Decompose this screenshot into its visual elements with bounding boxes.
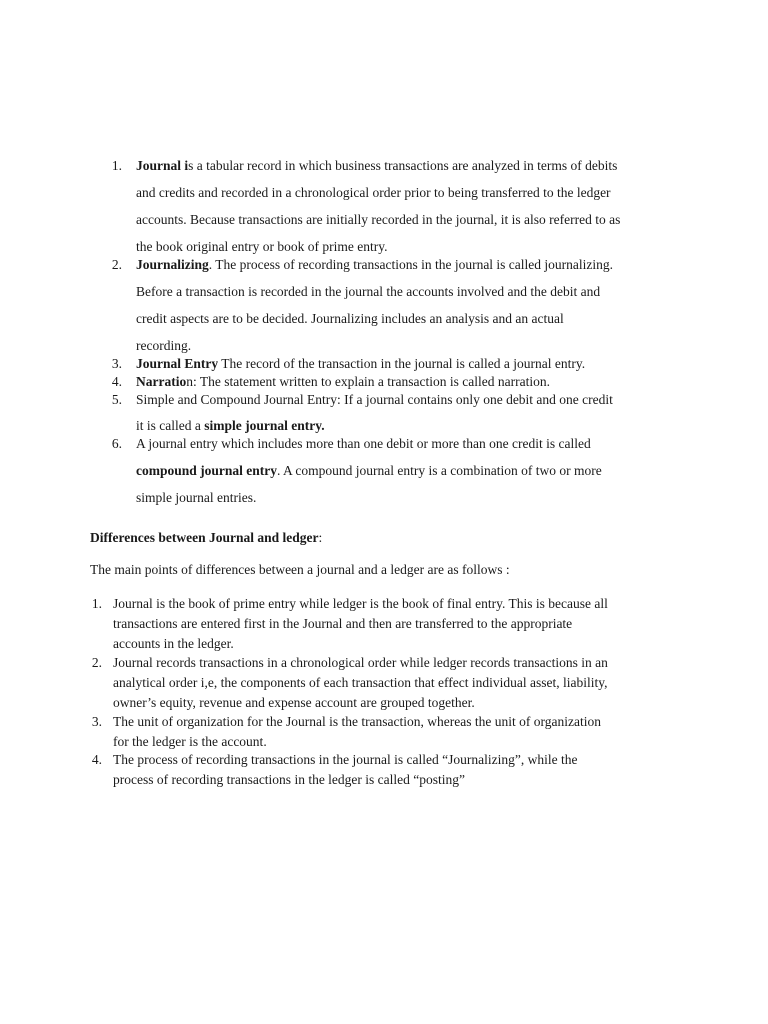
- list-text-line: The process of recording transactions in the journal is called “Journalizing”, while the: [113, 752, 578, 767]
- list-text-line: accounts. Because transactions are initially recorded in the journal, it is also referred to as: [136, 212, 621, 227]
- list-text-line: credit aspects are to be decided. Journalizing includes an analysis and an actual: [136, 311, 564, 326]
- list-number: 2.: [91, 655, 102, 670]
- list-number: 3.: [111, 356, 122, 371]
- list-number: 1.: [111, 158, 122, 173]
- list-text-line: Journalizing. The process of recording transactions in the journal is called journalizing.: [136, 257, 614, 272]
- list-text-line: Journal is a tabular record in which business transactions are analyzed in terms of debits: [136, 158, 618, 173]
- list-text-line: it is called a simple journal entry.: [136, 418, 325, 433]
- list-text-line: owner’s equity, revenue and expense account are grouped together.: [113, 695, 475, 710]
- list-text-line: Journal Entry The record of the transaction in the journal is called a journal entry.: [136, 356, 586, 371]
- list-text-line: and credits and recorded in a chronological order prior to being transferred to the ledger: [136, 185, 611, 200]
- list-text-line: process of recording transactions in the ledger is called “posting”: [113, 772, 466, 787]
- list-text-line: Before a transaction is recorded in the journal the accounts involved and the debit and: [136, 284, 601, 299]
- intro-paragraph: The main points of differences between a journal and a ledger are as follows :: [90, 562, 510, 577]
- list-number: 4.: [111, 374, 122, 389]
- list-text-line: A journal entry which includes more than one debit or more than one credit is called: [136, 436, 591, 451]
- term-bold: Journal i: [136, 158, 189, 173]
- list-text-line: Journal records transactions in a chronological order while ledger records transactions in an: [113, 655, 608, 670]
- term-bold: Journalizing: [136, 257, 209, 272]
- list-text-line: simple journal entries.: [136, 490, 257, 505]
- list-text-line: The unit of organization for the Journal is the transaction, whereas the unit of organization: [113, 714, 601, 729]
- list-text-line: accounts in the ledger.: [113, 636, 234, 651]
- list-number: 2.: [111, 257, 122, 272]
- list-number: 3.: [91, 714, 102, 729]
- term-bold: Narratio: [136, 374, 187, 389]
- list-text-line: for the ledger is the account.: [113, 734, 267, 749]
- list-text-line: analytical order i,e, the components of each transaction that effect individual asset, liability,: [113, 675, 608, 690]
- list-text-line: the book original entry or book of prime entry.: [136, 239, 388, 254]
- list-number: 4.: [91, 752, 102, 767]
- list-text-line: Simple and Compound Journal Entry: If a journal contains only one debit and one credit: [136, 392, 613, 407]
- list-text-line: recording.: [136, 338, 192, 353]
- list-number: 6.: [111, 436, 122, 451]
- list-text-line: Narration: The statement written to explain a transaction is called narration.: [136, 374, 550, 389]
- term-bold: compound journal entry: [136, 463, 278, 478]
- list-text-line: compound journal entry. A compound journal entry is a combination of two or more: [136, 463, 602, 478]
- list-number: 1.: [91, 596, 102, 611]
- list-number: 5.: [111, 392, 122, 407]
- list-text-line: Journal is the book of prime entry while ledger is the book of final entry. This is because all: [113, 596, 608, 611]
- list-text-line: transactions are entered first in the Journal and then are transferred to the appropriate: [113, 616, 573, 631]
- term-bold: simple journal entry.: [204, 418, 325, 433]
- term-bold: Journal Entry: [136, 356, 219, 371]
- section-heading: Differences between Journal and ledger:: [90, 530, 323, 545]
